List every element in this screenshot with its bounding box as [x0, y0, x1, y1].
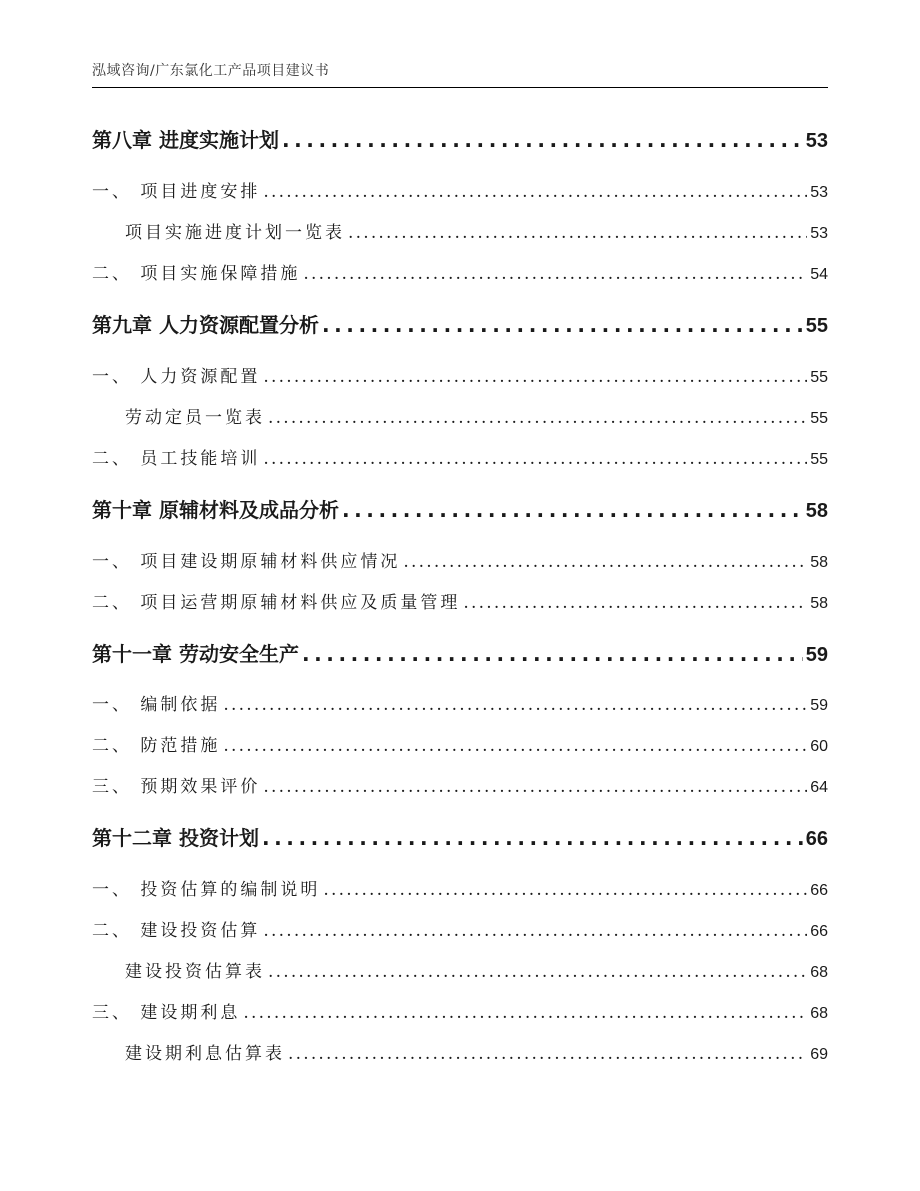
dot-leader — [263, 921, 807, 938]
dot-leader — [303, 264, 807, 281]
dot-leader — [463, 593, 807, 610]
toc-entry-title: 一、 项目建设期原辅材料供应情况 — [92, 552, 401, 572]
toc-section[interactable] — [92, 588, 828, 613]
toc-entry-title: 二、 防范措施 — [92, 736, 221, 756]
dot-leader — [263, 367, 807, 384]
dot-leader — [268, 408, 807, 425]
toc-entry-title: 第八章 进度实施计划 — [92, 128, 279, 152]
toc-entry-title: 一、 项目进度安排 — [92, 182, 261, 202]
toc-page-number: 55 — [805, 315, 828, 337]
toc-page-number: 55 — [810, 451, 828, 468]
toc-entry-title: 二、 项目实施保障措施 — [92, 264, 301, 284]
toc-section[interactable] — [92, 362, 828, 387]
toc-entry-title: 二、 建设投资估算 — [92, 921, 261, 941]
dot-leader — [348, 223, 807, 240]
toc-section[interactable] — [92, 998, 828, 1023]
toc-page-number: 59 — [810, 697, 828, 714]
toc-page-number: 60 — [810, 738, 828, 755]
toc-page-number: 54 — [810, 266, 828, 283]
toc-section[interactable] — [92, 690, 828, 715]
dot-leader — [282, 128, 803, 148]
toc-section[interactable] — [125, 403, 828, 428]
toc-page-number: 66 — [810, 923, 828, 940]
toc-chapter-11[interactable] — [92, 638, 828, 667]
toc-chapter-12[interactable] — [92, 822, 828, 851]
dot-leader — [342, 498, 803, 518]
dot-leader — [243, 1003, 807, 1020]
toc-page-number: 59 — [805, 644, 828, 666]
toc-page-number: 64 — [810, 779, 828, 796]
toc-section[interactable] — [125, 957, 828, 982]
toc-page-number: 55 — [810, 369, 828, 386]
toc-page-number: 53 — [805, 130, 828, 152]
toc-page-number: 68 — [810, 964, 828, 981]
dot-leader — [262, 826, 803, 846]
toc-section[interactable] — [92, 875, 828, 900]
toc-page-number: 66 — [805, 828, 828, 850]
dot-leader — [223, 695, 807, 712]
toc-entry-title: 三、 建设期利息 — [92, 1003, 241, 1023]
toc-entry-title: 劳动定员一览表 — [125, 408, 265, 428]
dot-leader — [263, 449, 807, 466]
toc-page-number: 66 — [810, 882, 828, 899]
toc-entry-title: 第十一章 劳动安全生产 — [92, 642, 299, 666]
toc-chapter-10[interactable] — [92, 494, 828, 523]
dot-leader — [263, 182, 807, 199]
dot-leader — [288, 1044, 807, 1061]
toc-section[interactable] — [92, 916, 828, 941]
toc-section[interactable] — [92, 772, 828, 797]
toc-section[interactable] — [92, 547, 828, 572]
toc-entry-title: 一、 人力资源配置 — [92, 367, 261, 387]
document-header: 泓域咨询/广东氯化工产品项目建议书 — [92, 63, 330, 79]
dot-leader — [323, 880, 807, 897]
dot-leader — [263, 777, 807, 794]
toc-page-number: 53 — [810, 184, 828, 201]
toc-page-number: 58 — [810, 554, 828, 571]
toc-chapter-9[interactable] — [92, 309, 828, 338]
toc-entry-title: 第十章 原辅材料及成品分析 — [92, 498, 339, 522]
toc-page-number: 53 — [810, 225, 828, 242]
dot-leader — [268, 962, 807, 979]
toc-entry-title: 一、 投资估算的编制说明 — [92, 880, 321, 900]
dot-leader — [302, 642, 803, 662]
dot-leader — [322, 313, 803, 333]
dot-leader — [403, 552, 807, 569]
toc-section[interactable] — [125, 1039, 828, 1064]
toc-section[interactable] — [125, 218, 828, 243]
toc-page-number: 58 — [805, 500, 828, 522]
toc-entry-title: 第九章 人力资源配置分析 — [92, 313, 319, 337]
header-rule — [92, 87, 828, 88]
toc-entry-title: 建设期利息估算表 — [125, 1044, 285, 1064]
toc-page-number: 58 — [810, 595, 828, 612]
toc-entry-title: 二、 项目运营期原辅材料供应及质量管理 — [92, 593, 461, 613]
toc-page-number: 68 — [810, 1005, 828, 1022]
toc-chapter-8[interactable] — [92, 124, 828, 153]
toc-entry-title: 一、 编制依据 — [92, 695, 221, 715]
toc-entry-title: 建设投资估算表 — [125, 962, 265, 982]
toc-entry-title: 第十二章 投资计划 — [92, 826, 259, 850]
toc-page-number: 69 — [810, 1046, 828, 1063]
toc-entry-title: 项目实施进度计划一览表 — [125, 223, 345, 243]
toc-section[interactable] — [92, 731, 828, 756]
toc-entry-title: 二、 员工技能培训 — [92, 449, 261, 469]
dot-leader — [223, 736, 807, 753]
toc-entry-title: 三、 预期效果评价 — [92, 777, 261, 797]
toc-page-number: 55 — [810, 410, 828, 427]
toc-section[interactable] — [92, 177, 828, 202]
toc-section[interactable] — [92, 259, 828, 284]
toc-section[interactable] — [92, 444, 828, 469]
